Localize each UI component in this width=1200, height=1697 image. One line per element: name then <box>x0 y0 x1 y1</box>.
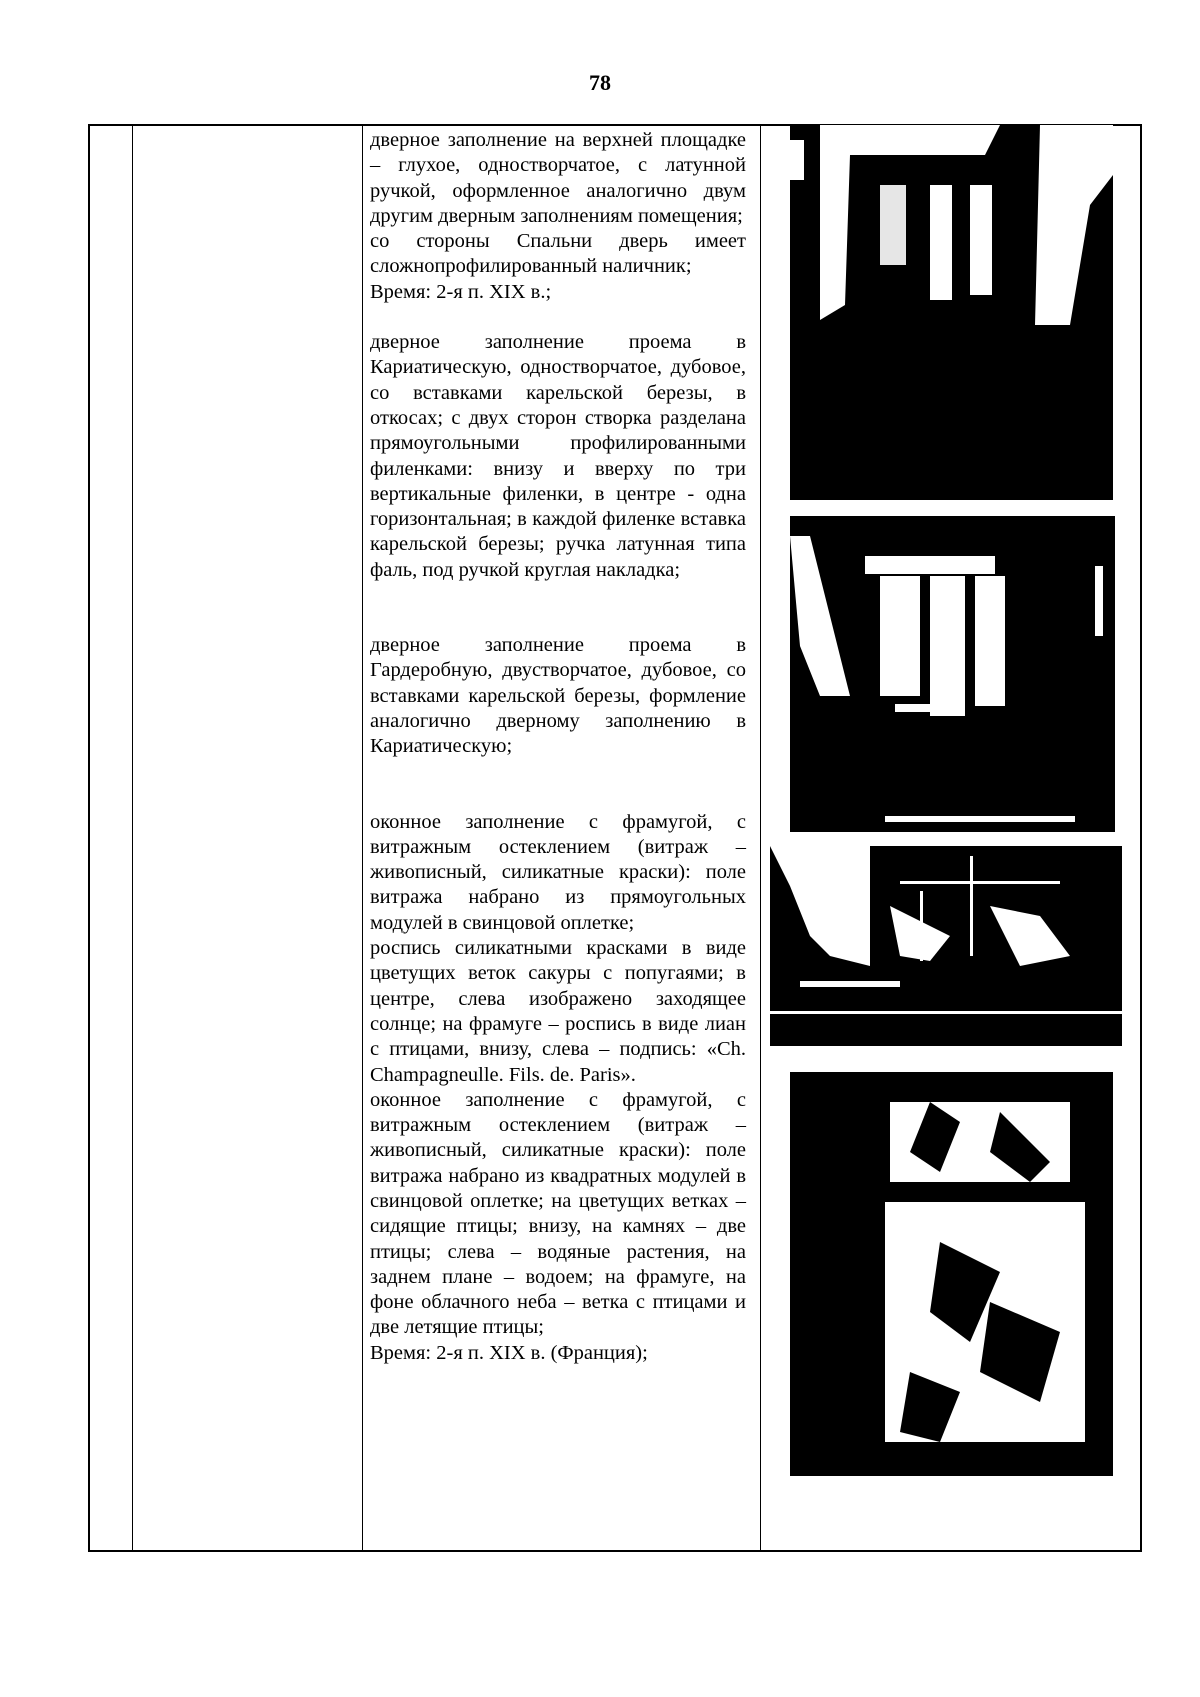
paragraph: оконное заполнение с фрамугой, с витражным остеклением (витраж – живописный, силикатные краски): поле витража набрано из прямоугольных модулей в свинцовой оплетке; <box>370 810 746 934</box>
paragraph: Время: 2-я п. XIX в.; <box>370 280 552 303</box>
paragraph: роспись силикатными красками в виде цветущих веток сакуры с попугаями; в центре, слева изображено заходящее солнце; на фрамуге – роспись в виде лиан с птицами, внизу, слева – подпись: «Ch. Champagneulle. Fils. de. Paris». <box>370 937 746 1086</box>
window-photo-stained-glass-1 <box>770 846 1122 1046</box>
column-divider <box>132 126 133 1550</box>
entry-wardrobe-door <box>370 633 746 759</box>
door-photo-upper-landing <box>790 125 1113 500</box>
paragraph: дверное заполнение проема в Гардеробную, двустворчатое, дубовое, со вставками карельской березы, формление аналогично дверному заполнению в Кариатическую; <box>370 634 746 758</box>
paragraph: дверное заполнение проема в Кариатическую, одностворчатое, дубовое, со вставками карельской березы, в откосах; с двух сторон створка разделана прямоугольными профилированными филенками: внизу и вверху по три вертикальные филенки, в центре - одна горизонтальная; в каждой филенке вставка карельской березы; ручка латунная типа фаль, под ручкой круглая накладка; <box>370 331 746 581</box>
entry-caryatid-door <box>370 330 746 583</box>
column-divider <box>362 126 363 1550</box>
column-divider <box>760 126 761 1550</box>
entry-upper-door <box>370 128 746 305</box>
paragraph: со стороны Спальни дверь имеет сложнопрофилированный наличник; <box>370 230 746 278</box>
door-photo-caryatid <box>790 516 1115 832</box>
page-number: 78 <box>589 70 611 95</box>
window-photo-stained-glass-2 <box>790 1072 1113 1476</box>
paragraph: дверное заполнение на верхней площадке – глухое, одностворчатое, с латунной ручкой, оформленное аналогично двум другим дверным заполнениям помещения; <box>370 129 746 227</box>
paragraph: оконное заполнение с фрамугой, с витражным остеклением (витраж – живописный, силикатные краски): поле витража набрано из квадратных модулей в свинцовой оплетке; на цветущих ветках – сидящие птицы; внизу, на камнях – две птицы; слева – водяные растения, на заднем плане – водоем; на фрамуге, на фоне облачного неба – ветка с птицами и две летящие птицы; <box>370 1088 746 1339</box>
paragraph: Время: 2-я п. XIX в. (Франция); <box>370 1341 648 1364</box>
entry-stained-glass-windows <box>370 810 746 1367</box>
description-cell <box>370 128 746 1366</box>
